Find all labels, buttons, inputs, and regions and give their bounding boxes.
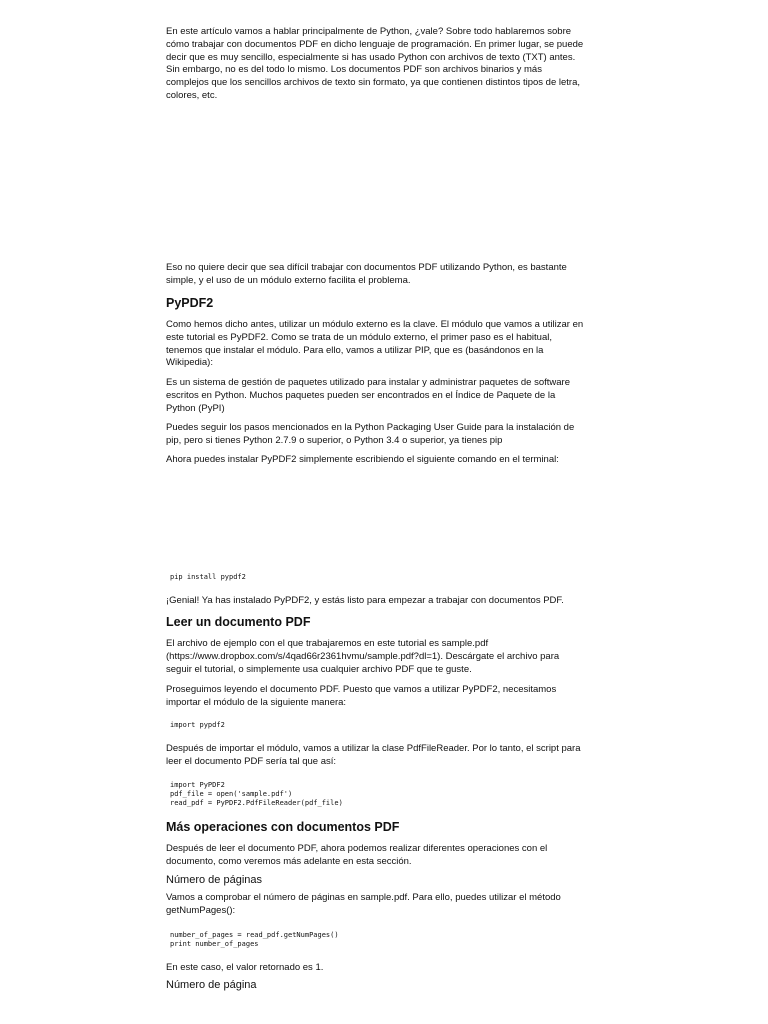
paragraph-packaging-guide: Puedes seguir los pasos mencionados en la Python Packaging User Guide para la instalación de pip, pero si tienes Python 2.7.9 o superior, o Python 3.4 o superior, ya tienes pip [166,422,575,446]
paragraph-getnumpages: Vamos a comprobar el número de páginas en sample.pdf. Para ello, puedes utilizar el método getNumPages(): [166,892,561,916]
paragraph-install-command: Ahora puedes instalar PyPDF2 simplemente escribiendo el siguiente comando en el terminal: [166,454,559,465]
code-getnumpages: number_of_pages = read_pdf.getNumPages() print number_of_pages [170,931,339,948]
heading-pypdf2: PyPDF2 [166,296,214,310]
paragraph-installed: ¡Genial! Ya has instalado PyPDF2, y estás listo para empezar a trabajar con documentos PDF. [166,595,564,606]
intro-paragraph: En este artículo vamos a hablar principalmente de Python, ¿vale? Sobre todo hablaremos sobre cómo trabajar con documentos PDF en dicho lenguaje de programación. En primer lugar, se puede decir que es muy sencillo, especialmente si has usado Python con archivos de texto (TXT) antes. Sin embargo, no es del todo lo mismo. Los documentos PDF son archivos binarios y más complejos que los sencillos archivos de texto sin formato, ya que contienen distintos tipos de letra, colores, etc. [166,26,584,101]
paragraph-import-module: Proseguimos leyendo el documento PDF. Puesto que vamos a utilizar PyPDF2, necesitamos importar el módulo de la siguiente manera: [166,684,557,708]
paragraph-operaciones: Después de leer el documento PDF, ahora podemos realizar diferentes operaciones con el documento, como veremos más adelante en esta sección. [166,843,548,867]
paragraph-sample-file: El archivo de ejemplo con el que trabajaremos en este tutorial es sample.pdf (https://www.dropbox.com/s/4qad66r2361hvmu/sample.pdf?dl=1). Descárgate el archivo para seguir el tutorial, o simplemente usa cualquier archivo PDF que te guste. [166,638,560,675]
code-pip-install: pip install pypdf2 [170,573,246,581]
heading-leer-documento: Leer un documento PDF [166,615,311,629]
paragraph-valor-retornado: En este caso, el valor retornado es 1. [166,962,324,973]
heading-mas-operaciones: Más operaciones con documentos PDF [166,820,400,834]
paragraph-pip-definition: Es un sistema de gestión de paquetes utilizado para instalar y administrar paquetes de software escritos en Python. Muchos paquetes pueden ser encontrados en el Índice de Paquete de la Python (PyPI) [166,377,570,414]
code-read-pdf: import PyPDF2 pdf_file = open('sample.pdf') read_pdf = PyPDF2.PdfFileReader(pdf_file) [170,781,343,807]
paragraph-modulo-externo: Como hemos dicho antes, utilizar un módulo externo es la clave. El módulo que vamos a utilizar en este tutorial es PyPDF2. Como se trata de un módulo externo, el primer paso es el habitual, tenemos que instalar el módulo. Para ello, vamos a utilizar PIP, que es (basándonos en la Wikipedia): [166,319,584,369]
paragraph-simple: Eso no quiere decir que sea difícil trabajar con documentos PDF utilizando Python, es bastante simple, y el uso de un módulo externo facilita el problema. [166,262,567,286]
code-import: import pypdf2 [170,721,225,729]
heading-numero-pagina: Número de página [166,979,257,991]
paragraph-pdffilereader: Después de importar el módulo, vamos a utilizar la clase PdfFileReader. Por lo tanto, el script para leer el documento PDF sería tal que así: [166,743,581,767]
heading-numero-paginas: Número de páginas [166,874,263,886]
